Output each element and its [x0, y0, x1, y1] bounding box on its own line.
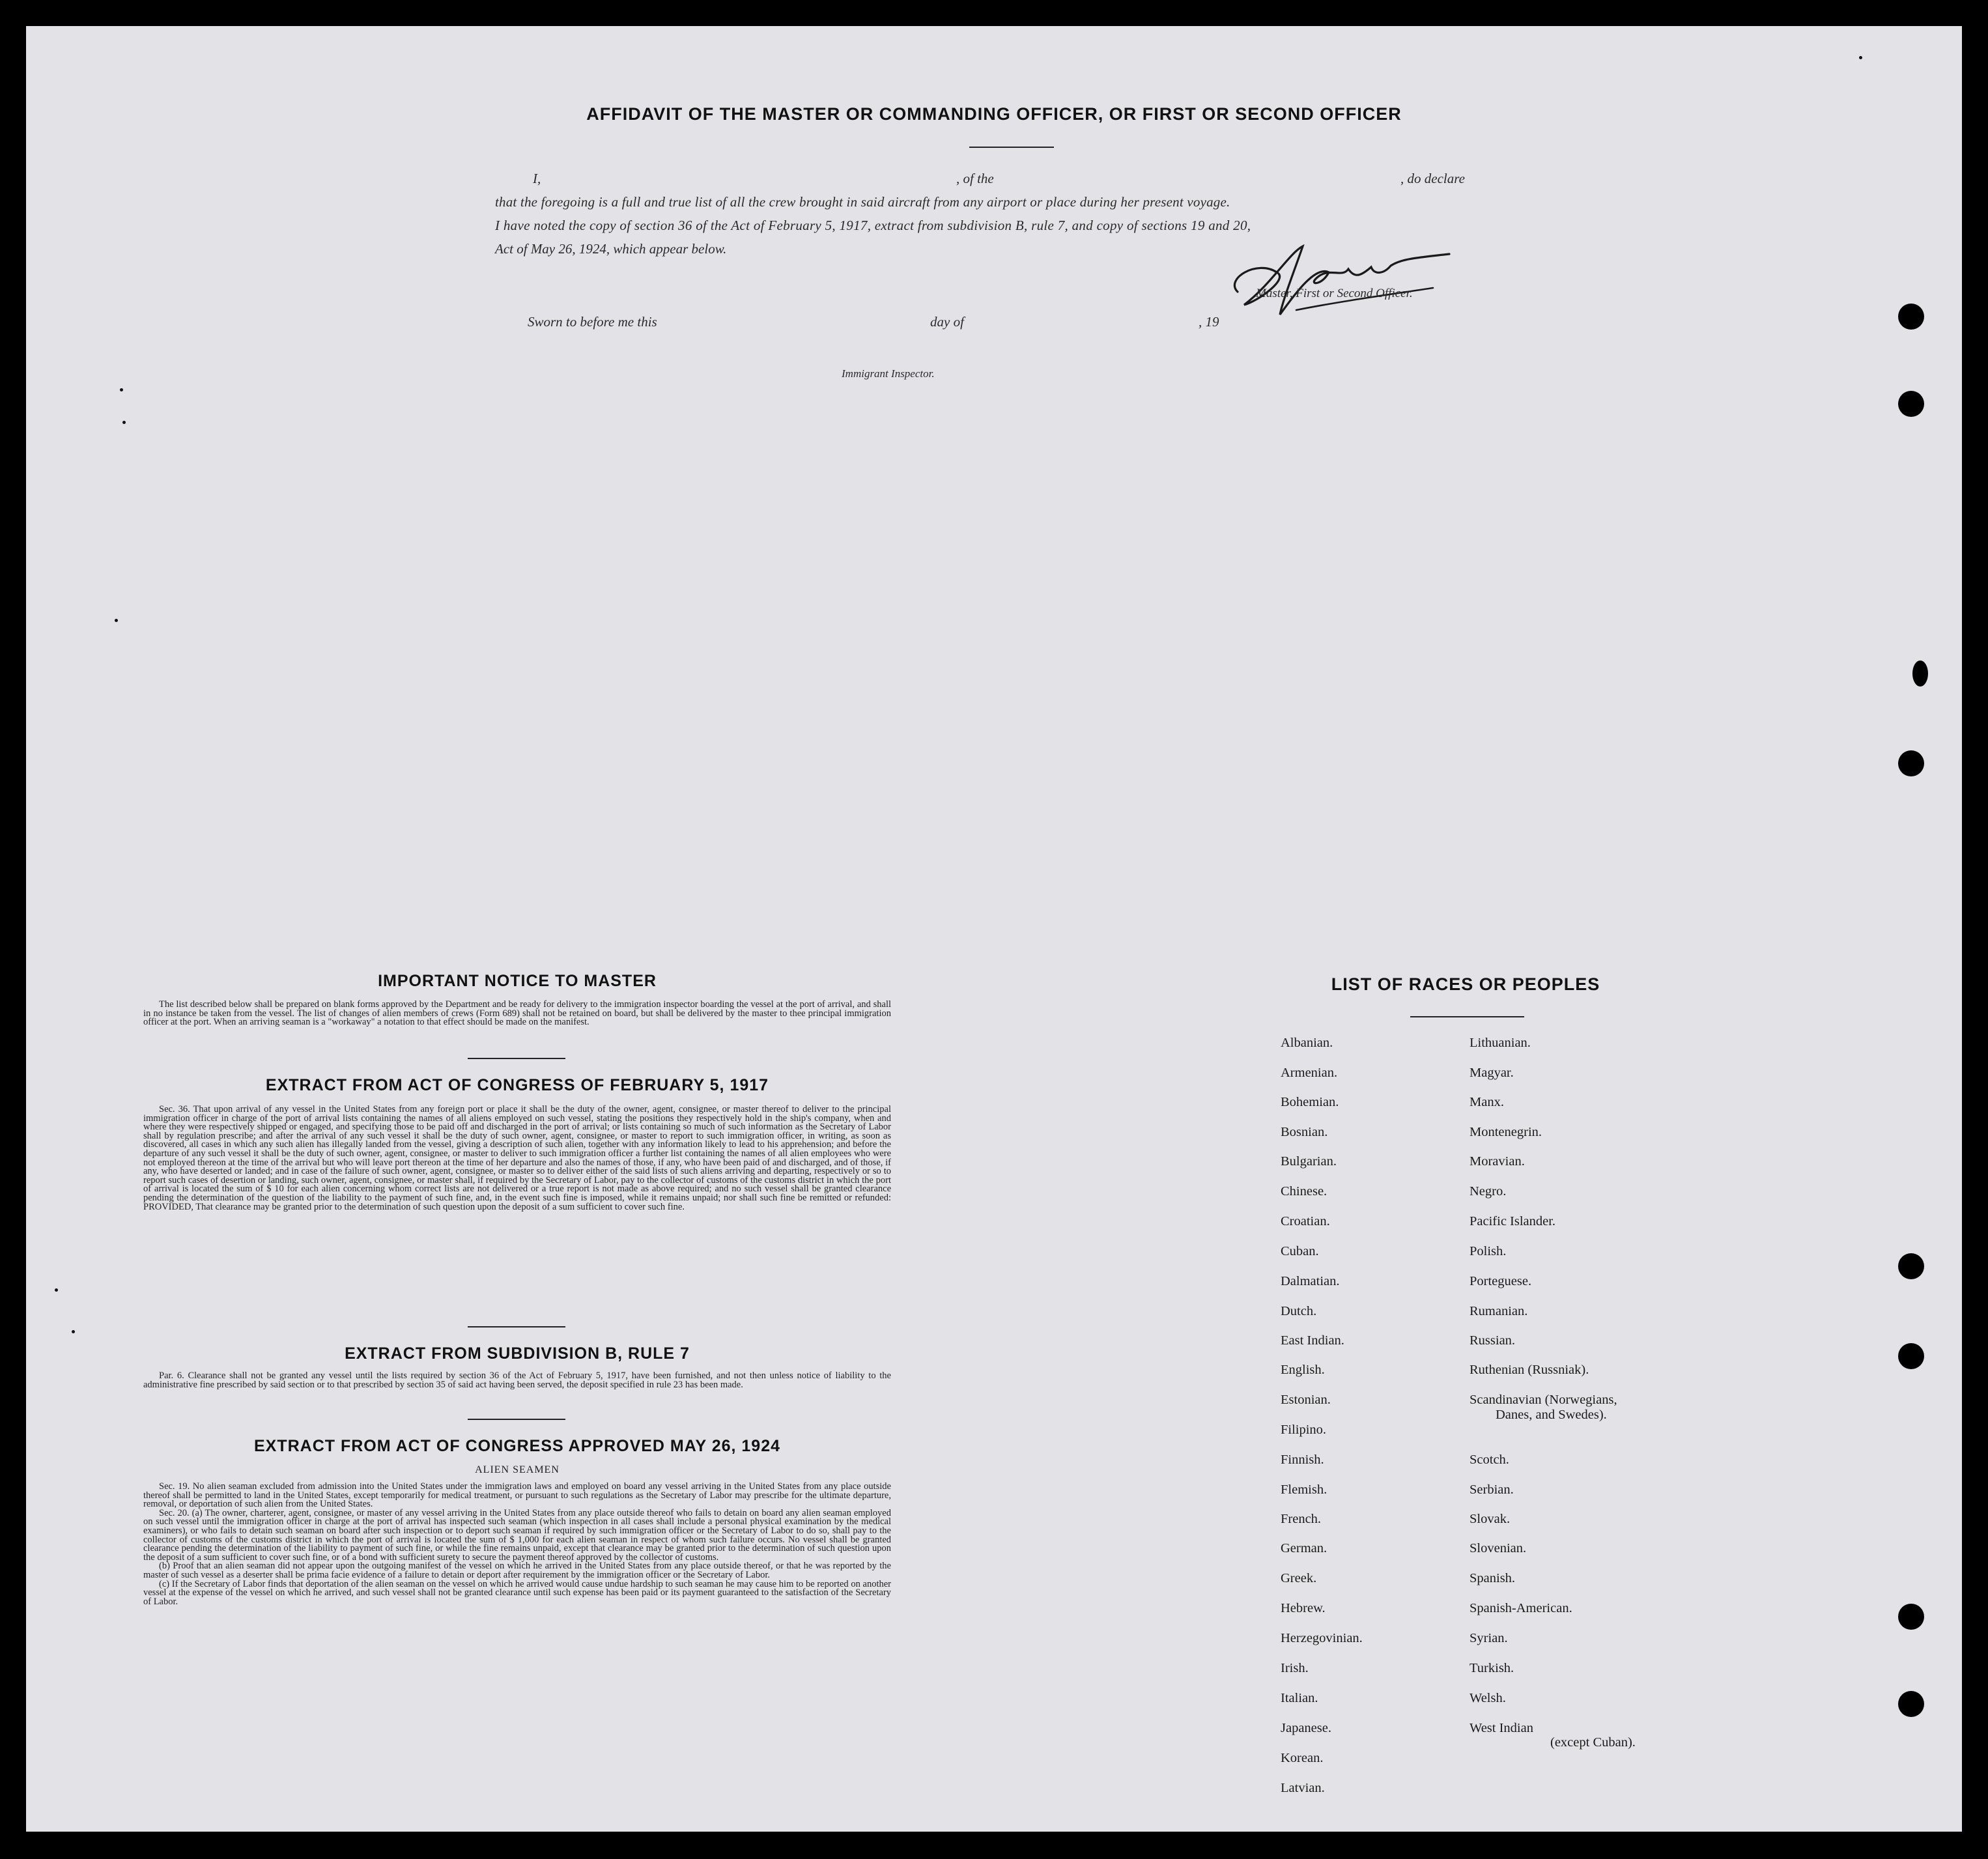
punch-hole — [1898, 1253, 1924, 1279]
race-item: Lithuanian. — [1470, 1036, 1531, 1050]
notice-title: IMPORTANT NOTICE TO MASTER — [378, 972, 657, 990]
race-item: Armenian. — [1281, 1066, 1338, 1080]
race-item: Japanese. — [1281, 1721, 1331, 1735]
race-item: (except Cuban). — [1550, 1735, 1636, 1750]
speck — [120, 388, 123, 391]
punch-hole — [1912, 660, 1928, 687]
signature-mark — [1218, 240, 1453, 324]
race-item: English. — [1281, 1363, 1325, 1377]
punch-hole — [1898, 1604, 1924, 1630]
race-item: Greek. — [1281, 1571, 1317, 1585]
notice-text: The list described below shall be prepared on blank forms approved by the Department and be ready for delivery to the immigration inspector boarding the vessel at the port of arrival, and shall in no instance be taken from the vessel. The list of changes of alien members of crews (Form 689) shall not be retained on board, but shall be delivered by the master to thee principal immigration officer at the port. When an arriving seaman is a "workaway" a notation to that effect should be made on the manifest. — [143, 999, 891, 1028]
day-of: day of — [930, 314, 964, 330]
speck — [122, 421, 126, 424]
sec-19-text: Sec. 19. No alien seaman excluded from admission into the United States under the immigration laws and employed on board any vessel arriving in the United States from any place outside thereof shall be permitted to land in the United States, except temporarily for medical treatment, or pursuant to such regulations as the Secretary of Labor may prescribe for the ultimate departure, removal, or deportation of such alien from the United States. — [143, 1481, 891, 1510]
race-item: Negro. — [1470, 1184, 1507, 1199]
races-title: LIST OF RACES OR PEOPLES — [1331, 974, 1600, 994]
race-item: Pacific Islander. — [1470, 1214, 1556, 1228]
race-item: Croatian. — [1281, 1214, 1330, 1228]
race-item: Slovenian. — [1470, 1541, 1527, 1555]
affidavit-line-2: that the foregoing is a full and true list of all the crew brought in said aircraft from any airport or place during her present voyage. — [495, 194, 1230, 210]
races-divider — [1410, 1016, 1524, 1017]
race-item: East Indian. — [1281, 1333, 1344, 1348]
race-item: German. — [1281, 1541, 1328, 1555]
race-item: Serbian. — [1470, 1483, 1514, 1497]
race-item: Ruthenian (Russniak). — [1470, 1363, 1589, 1377]
extract-1917-text: Sec. 36. That upon arrival of any vessel in the United States from any foreign port or place it shall be the duty of the owner, agent, consignee, or master thereof to deliver to the principal immigration officer in charge of the port of arrival lists containing the names of all aliens employed on such vessel, stating the positions they respectively hold in the ship's company, when and where they were respectively shipped or engaged, and specifying those to be paid off and discharged in the port of arrival; or lists containing so much of such information as the Secretary of Labor shall by regulation prescribe; and after the arrival of any such vessel it shall be the duty of such owner, agent, consignee, or master to report to such immigration officer, in writing, as soon as discovered, all cases in which any such alien has illegally landed from the vessel, giving a description of such alien, together with any information likely to lead to his apprehension; and before the departure of any such vessel it shall be the duty of such owner, agent, consignee, or master to deliver to such immigration officer a further list containing the names of all alien employees who were not employed thereon at the time of the arrival but who will leave port thereon at the time of her departure and also the names of those, if any, who have been paid of and discharged, and of those, if any, who have deserted or landed; and in case of the failure of such owner, agent, consignee, or master so to deliver either of the said lists of such aliens arriving and departing, respectively or so to report such cases of desertion or landing, such owner, agent, consignee, or master shall, if required by the Secretary of Labor, pay to the collector of customs of the customs district in which the port of arrival is located the sum of $ 10 for each alien concerning whom correct lists are not delivered or a true report is not made as above required; and no such vessel shall be granted clearance pending the determination of the question of the liability to the payment of such fine, and, in the event such fine is imposed, while it remains unpaid; nor shall such fine be remitted or refunded: PROVIDED, That clearance may be granted prior to the determination of such question upon the deposit of a sum sufficient to cover such fine. — [143, 1104, 891, 1212]
race-item: Finnish. — [1281, 1453, 1324, 1467]
rule7-text: Par. 6. Clearance shall not be granted any vessel until the lists required by section 36 of the Act of February 5, 1917, have been furnished, and not then unless notice of liability to the administrative fine prescribed by said section or to that prescribed by section 35 of said act having been served, the deposit specified in rule 23 has been made. — [143, 1370, 891, 1390]
speck — [55, 1288, 58, 1292]
race-item: Scandinavian (Norwegians, — [1470, 1393, 1617, 1407]
affidavit-title: AFFIDAVIT OF THE MASTER OR COMMANDING OFFICER, OR FIRST OR SECOND OFFICER — [586, 104, 1402, 124]
punch-hole — [1898, 304, 1924, 330]
race-item: Chinese. — [1281, 1184, 1328, 1199]
inspector-caption: Immigrant Inspector. — [842, 367, 935, 380]
affidavit-line-4: Act of May 26, 1924, which appear below. — [495, 241, 727, 257]
race-item: Manx. — [1470, 1095, 1504, 1109]
race-item: Welsh. — [1470, 1691, 1506, 1705]
race-item: Slovak. — [1470, 1512, 1511, 1526]
race-item: Turkish. — [1470, 1661, 1514, 1675]
affidavit-of-the: , of the — [956, 171, 994, 186]
sec-20a-text: Sec. 20. (a) The owner, charterer, agent, consignee, or master of any vessel arriving in the United States from any place outside thereof who fails to detain on board any alien seaman employed on such vessel until the immigration officer in charge at the port of arrival has inspected such seaman (which inspection in all cases shall include a personal physical examination by the medical examiners), or who fails to detain such seaman on board after such inspection or to deport such seaman if required by such immigration officer or the Secretary of Labor to do so, shall pay to the collector of customs of the customs district in which the port of arrival is located the sum of $ 1,000 for each alien seaman in respect of whom such failure occurs. No vessel shall be granted clearance pending the determination of the liability to payment of such fine, or while the fine remains unpaid, except that clearance may be granted prior to the determination of such question upon the deposit of a sum sufficient to cover such fine, or of a bond with sufficient surety to secure the payment thereof approved by the collector of customs. — [143, 1507, 891, 1563]
race-item: Latvian. — [1281, 1781, 1325, 1795]
rule7-title: EXTRACT FROM SUBDIVISION B, RULE 7 — [345, 1344, 690, 1363]
race-item: Korean. — [1281, 1751, 1324, 1765]
race-item: Syrian. — [1470, 1631, 1508, 1645]
race-item: Cuban. — [1281, 1244, 1319, 1258]
race-item: Dalmatian. — [1281, 1274, 1340, 1288]
rule7-divider — [468, 1419, 565, 1420]
race-item: Hebrew. — [1281, 1601, 1326, 1615]
alien-seamen-subtitle: ALIEN SEAMEN — [475, 1464, 560, 1475]
race-item: Danes, and Swedes). — [1496, 1408, 1607, 1422]
race-item: Rumanian. — [1470, 1304, 1528, 1318]
race-item: Filipino. — [1281, 1423, 1327, 1437]
race-item: Spanish-American. — [1470, 1601, 1572, 1615]
race-item: Bulgarian. — [1281, 1154, 1337, 1169]
race-item: Polish. — [1470, 1244, 1507, 1258]
race-item: Porteguese. — [1470, 1274, 1532, 1288]
race-item: Scotch. — [1470, 1453, 1509, 1467]
race-item: Herzegovinian. — [1281, 1631, 1363, 1645]
race-item: French. — [1281, 1512, 1322, 1526]
race-item: Bosnian. — [1281, 1125, 1328, 1139]
affidavit-line-3: I have noted the copy of section 36 of the Act of February 5, 1917, extract from subdivision B, rule 7, and copy of sections 19 and 20, — [495, 218, 1251, 233]
extract-1924-body — [143, 1483, 891, 1606]
race-item: Albanian. — [1281, 1036, 1333, 1050]
title-divider — [969, 147, 1054, 148]
race-item: Magyar. — [1470, 1066, 1514, 1080]
affidavit-i: I, — [533, 171, 541, 186]
race-item: Montenegrin. — [1470, 1125, 1542, 1139]
extract-1917-divider — [468, 1326, 565, 1327]
race-item: Italian. — [1281, 1691, 1318, 1705]
affidavit-do-declare: , do declare — [1400, 171, 1465, 186]
race-item: Flemish. — [1281, 1483, 1328, 1497]
race-item: Moravian. — [1470, 1154, 1525, 1169]
sworn-text: Sworn to before me this — [528, 314, 657, 330]
extract-1917-title: EXTRACT FROM ACT OF CONGRESS OF FEBRUARY 5, 1917 — [265, 1076, 769, 1094]
race-item: Spanish. — [1470, 1571, 1516, 1585]
speck — [1859, 56, 1862, 59]
punch-hole — [1898, 1343, 1924, 1369]
race-item: Russian. — [1470, 1333, 1516, 1348]
notice-divider — [468, 1058, 565, 1059]
race-item: Estonian. — [1281, 1393, 1331, 1407]
speck — [115, 619, 118, 622]
extract-1924-title: EXTRACT FROM ACT OF CONGRESS APPROVED MAY 26, 1924 — [253, 1437, 781, 1455]
punch-hole — [1898, 391, 1924, 417]
race-item: West Indian — [1470, 1721, 1533, 1735]
race-item: Irish. — [1281, 1661, 1309, 1675]
punch-hole — [1898, 750, 1924, 776]
race-item: Dutch. — [1281, 1304, 1317, 1318]
sec-20c-text: (c) If the Secretary of Labor finds that deportation of the alien seaman on the vessel on which he arrived would cause undue hardship to such seaman he may cause him to be reported on another vessel at the expense of the vessel on which he arrived, and such vessel shall not be granted clearance until such expense has been paid or its payment guaranteed to the satisfaction of the Secretary of Labor. — [143, 1578, 891, 1607]
sec-20b-text: (b) Proof that an alien seaman did not appear upon the outgoing manifest of the vessel on which he arrived in the United States from any place outside thereof, or that he was reported by the master of such vessel as a deserter shall be prima facie evidence of a failure to detain or deport after requirement by the immigration officer or the Secretary of Labor. — [143, 1561, 891, 1580]
speck — [72, 1330, 75, 1333]
punch-hole — [1898, 1691, 1924, 1717]
race-item: Bohemian. — [1281, 1095, 1339, 1109]
signature-caption: Master, First or Second Officer. — [1256, 287, 1413, 300]
year-prefix: , 19 — [1199, 314, 1219, 330]
